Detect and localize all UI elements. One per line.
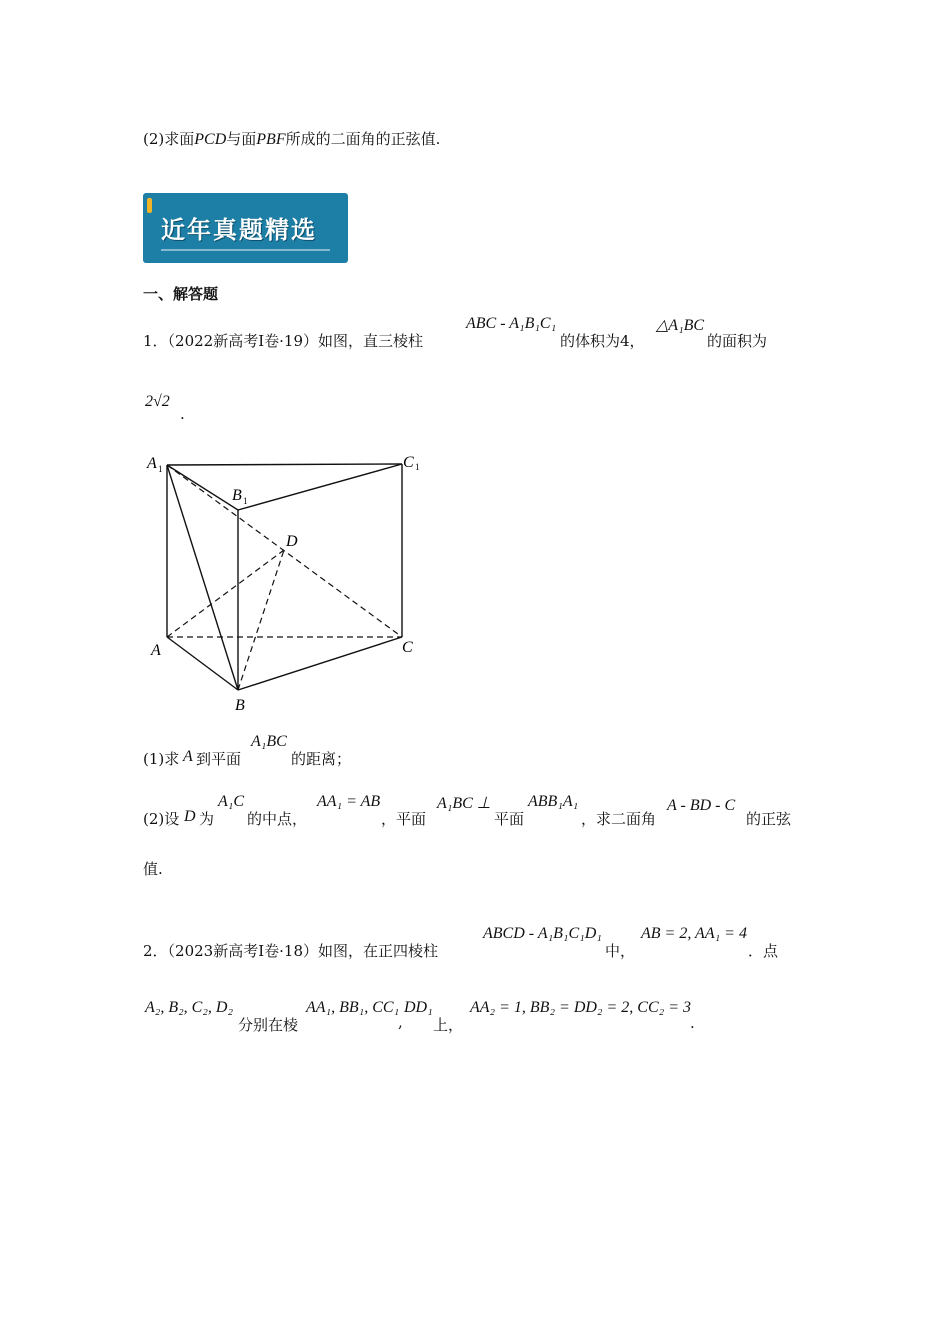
q1-part2-seg: A₁C (218, 793, 245, 810)
q1-part2-plane1: A₁BC ⊥ (437, 795, 491, 812)
q1-part2-end2: 值. (143, 860, 163, 878)
edge-a1c1 (167, 464, 402, 465)
q1-part1-point: A (183, 748, 193, 765)
label-c1-sub: 1 (415, 462, 420, 472)
edge-a1b1 (167, 465, 238, 510)
q1-part2-plane-word: ，平面 (381, 810, 427, 828)
q2-points: A₂, B₂, C₂, D₂ (145, 999, 234, 1016)
q1-triangle: △A₁BC (656, 317, 705, 334)
edge-ab (167, 637, 238, 690)
q1-part2-eq: AA₁ = AB (317, 793, 381, 810)
q2-lead: 2．（2023新高考Ⅰ卷·18）如图，在正四棱柱 (143, 942, 438, 960)
banner-title: 近年真题精选 (161, 216, 317, 244)
q1-area-text: 的面积为 (707, 332, 768, 350)
edge-bc (238, 637, 402, 690)
q2-comma: , (398, 1013, 403, 1031)
edge-bd-hidden (238, 550, 284, 690)
q1-part2-prefix: (2)设 (143, 810, 180, 828)
q2-point-word: ．点 (748, 942, 779, 960)
q2-on-text: 分别在棱 (238, 1016, 299, 1034)
part2-previous-question: (2)求面PCD与面PBF所成的二面角的正弦值. (143, 130, 441, 148)
q1-part1-mid: 到平面 (196, 750, 242, 768)
q1-end-dot: . (180, 405, 185, 423)
q1-part2-mid: 的中点， (247, 810, 308, 828)
q1-volume-text: 的体积为4， (560, 332, 645, 350)
banner-accent-mark (147, 198, 152, 213)
q1-area-value: 2√2 (145, 393, 170, 410)
banner-underline (161, 249, 330, 251)
q1-part1-suffix: 的距离； (291, 750, 352, 768)
label-a1: A (147, 455, 157, 472)
label-c1: C (403, 454, 414, 471)
q2-given: AB = 2, AA₁ = 4 (641, 925, 747, 942)
edge-ad-hidden (167, 550, 284, 637)
q1-part2-ask: ，求二面角 (581, 810, 657, 828)
q1-part1-prefix: (1)求 (143, 750, 180, 768)
label-d: D (286, 533, 298, 550)
edge-b1c1 (238, 464, 402, 510)
label-b1: B (232, 487, 242, 504)
q1-part2-plane2: ABB₁A₁ (528, 793, 579, 810)
q2-prism: ABCD - A₁B₁C₁D₁ (483, 925, 602, 942)
q1-lead: 1．（2022新高考Ⅰ卷·19）如图，直三棱柱 (143, 332, 423, 350)
section-heading: 一、解答题 (143, 285, 219, 303)
prism-figure (140, 448, 430, 718)
q1-part2-plane-word2: 平面 (494, 810, 525, 828)
edge-a1b (167, 465, 238, 690)
q1-part2-is: 为 (199, 810, 215, 828)
q1-part1-plane: A₁BC (251, 733, 287, 750)
q1-part2-angle: A - BD - C (667, 797, 736, 814)
label-a: A (151, 642, 161, 659)
label-b1-sub: 1 (243, 496, 248, 506)
q2-end-dot: . (690, 1014, 695, 1032)
section-banner (143, 193, 348, 263)
q2-edges: AA₁, BB₁, CC₁ (306, 999, 400, 1016)
label-a1-sub: 1 (158, 464, 163, 474)
q1-part2-d: D (184, 808, 196, 825)
q1-part2-end: 的正弦 (746, 810, 792, 828)
q2-edge4: DD₁ (404, 999, 433, 1016)
label-b: B (235, 697, 245, 714)
q2-in-text: 中， (605, 942, 636, 960)
q1-prism: ABC - A₁B₁C₁ (466, 315, 557, 332)
q2-upper: 上， (433, 1016, 464, 1034)
label-c: C (402, 639, 413, 656)
q2-lengths: AA₂ = 1, BB₂ = DD₂ = 2, CC₂ = 3 (470, 999, 691, 1016)
